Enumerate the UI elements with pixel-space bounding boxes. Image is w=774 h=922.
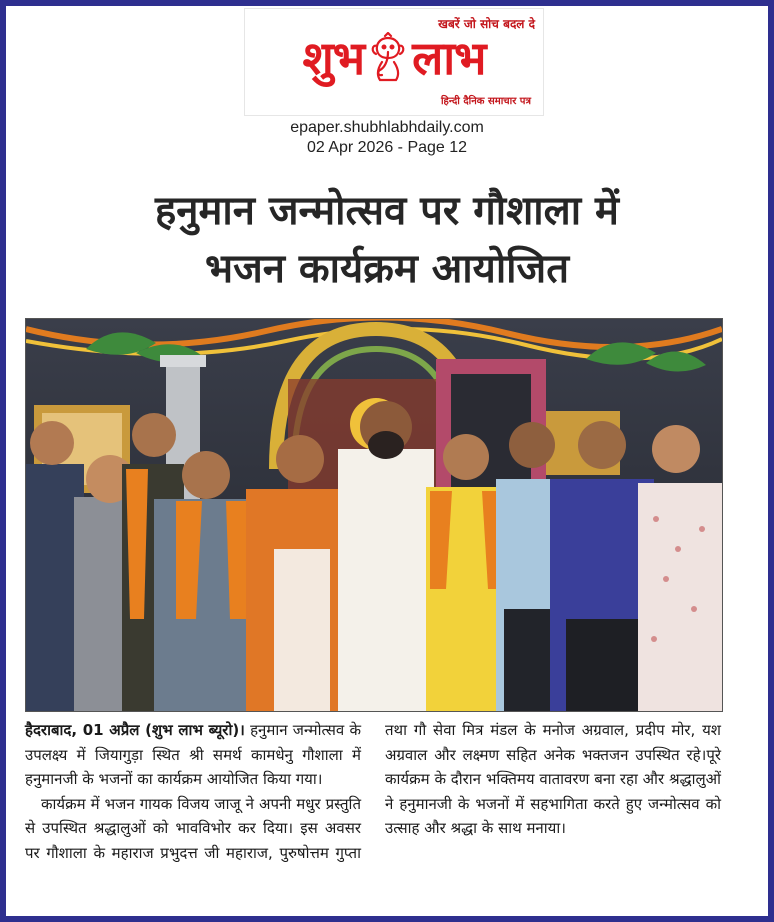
masthead-logo[interactable] [244, 8, 544, 116]
group-photo-illustration [26, 319, 722, 711]
headline-line-2: भजन कार्यक्रम आयोजित [204, 246, 570, 292]
ganesha-icon [368, 32, 408, 84]
article-paragraph-1-text: हनुमान जन्मोत्सव के उपलक्ष्य में जियागुड़ा स्थित श्री समर्थ कामधेनु गौशाला में हनुमानजी के भजनों का कार्यक्रम आयोजित किया गया। [25, 721, 361, 788]
headline-line-1: हनुमान जन्मोत्सव पर गौशाला में [155, 188, 619, 234]
brand-word-right: लाभ [412, 31, 486, 85]
brand-word-left: शुभ [302, 31, 365, 85]
source-info [6, 118, 768, 158]
article-body [25, 718, 721, 908]
brand-wordmark [247, 27, 541, 89]
article-dateline: हैदराबाद, 01 अप्रैल (शुभ लाभ ब्यूरो)। [25, 721, 245, 739]
source-url[interactable]: epaper.shubhlabhdaily.com [290, 119, 484, 136]
source-edition: 02 Apr 2026 - Page 12 [306, 139, 468, 156]
article-paragraph-2: कार्यक्रम में भजन गायक विजय जाजू ने अपनी मधुर प्रस्तुति से उपस्थित श्रद्धालुओं को भावविभोर कर दिया। इस अवसर पर गौशाला के महाराज प्रभुदत्त जी महाराज, पुरुषोत्तम गुप्ता तथा गौ सेवा मित्र मंडल के मनोज अग्रवाल, प्रदीप मोर, यश अग्रवाल और लक्ष्मण सहित अनेक भक्तजन उपस्थित रहे।पूरे कार्यक्रम के दौरान भक्तिमय वातावरण बना रहा और श्रद्धालुओं ने हनुमानजी के भजनों में सहभागिता करते हुए जन्मोत्सव को उत्साह और श्रद्धा के साथ मनाया। [25, 721, 721, 862]
news-photo [25, 318, 723, 712]
article-paragraph-1 [25, 718, 361, 792]
newspaper-clipping [6, 6, 768, 916]
masthead-subtag: हिन्दी दैनिक समाचार पत्र [440, 96, 531, 107]
article-headline [6, 182, 768, 298]
masthead-tagline: खबरें जो सोच बदल दे [438, 17, 535, 31]
